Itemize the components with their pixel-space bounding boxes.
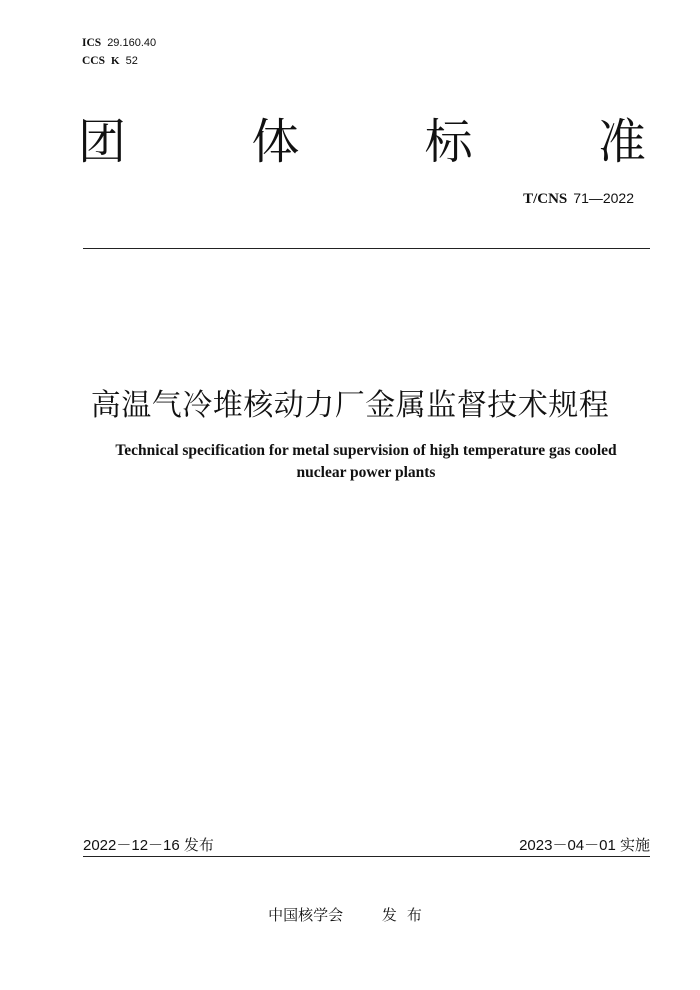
bottom-divider [83, 856, 650, 857]
ics-value: 29.160.40 [107, 37, 157, 49]
standard-type-heading [78, 112, 646, 172]
top-divider [83, 248, 650, 249]
standard-type-char: 团 [78, 114, 127, 170]
issuer-organization: 中国核学会 [268, 906, 344, 924]
ccs-sub: K [111, 55, 120, 67]
ccs-label: CCS [82, 55, 106, 67]
ccs-code-row [82, 52, 156, 70]
issuer-line [0, 904, 700, 925]
english-title-line: Technical specification for metal supervision of high temperature gas cooled [115, 442, 617, 459]
issuer-action: 发布 [381, 906, 432, 924]
ccs-value: 52 [125, 55, 138, 67]
publish-date: 2022－12－16 发布 [83, 837, 214, 854]
date-row [83, 834, 650, 855]
ics-code-row [82, 34, 156, 52]
standard-type-char: 准 [597, 114, 646, 170]
chinese-title: 高温气冷堆核动力厂金属监督技术规程 [90, 388, 610, 423]
classification-codes [82, 34, 156, 70]
standard-type-char: 标 [424, 114, 473, 170]
ics-label: ICS [82, 37, 102, 49]
implement-date: 2023－04－01 实施 [519, 837, 650, 854]
standard-number-value: 71—2022 [573, 190, 634, 206]
english-title-line: nuclear power plants [296, 464, 436, 481]
standard-type-char: 体 [251, 114, 300, 170]
standard-number [523, 190, 634, 208]
english-title [60, 440, 672, 484]
standard-number-prefix: T/CNS [523, 191, 568, 207]
